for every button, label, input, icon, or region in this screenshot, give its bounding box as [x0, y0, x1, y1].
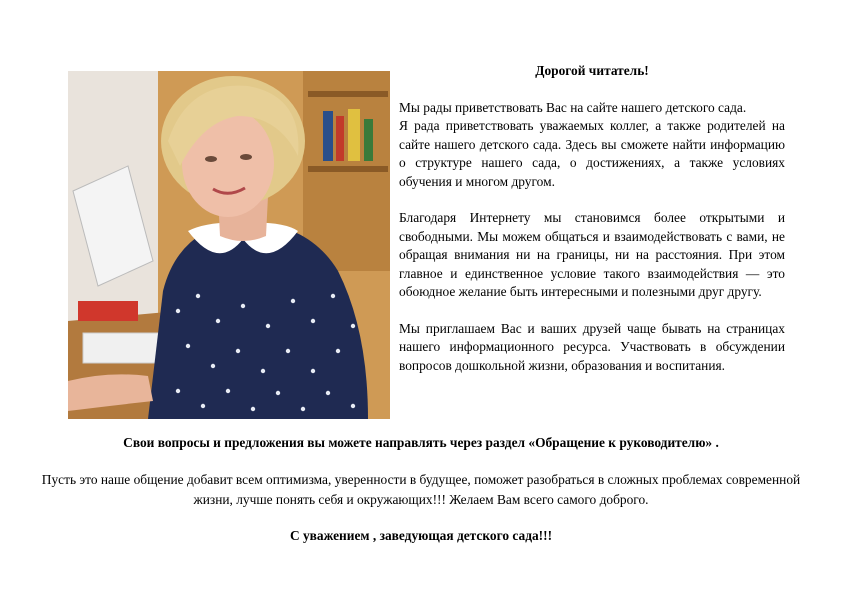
contact-note: Свои вопросы и предложения вы можете направлять через раздел «Обращение к руководителю» . — [123, 435, 719, 450]
paragraph-internet: Благодаря Интернету мы становимся более открытыми и свободными. Мы можем общаться и взаимодействовать с вами, не обращая внимания ни на границы, ни на расстояния. При этом главное и единственное условие такого взаимодействия — это обоюдное желание быть интересными и полезными друг другу. — [399, 210, 785, 299]
paragraph-welcome — [399, 99, 785, 192]
portrait-illustration — [68, 71, 390, 419]
signature: С уважением , заведующая детского сада!!! — [289, 528, 553, 543]
welcome-line: Мы рады приветствовать Вас на сайте нашего детского сада. — [399, 99, 747, 115]
paragraph-invitation: Мы приглашаем Вас и ваших друзей чаще бывать на страницах нашего информационного ресурса. Участвовать в обсуждении вопросов дошкольной жизни, образования и воспитания. — [399, 320, 785, 373]
letter-column — [399, 62, 785, 393]
greeting-heading: Дорогой читатель! — [535, 63, 649, 78]
wishes-text: Пусть это наше общение добавит всем оптимизма, уверенности в будущее, поможет разобраться в сложных проблемах современной жизни, лучше понять себя и окружающих!!! Желаем Вам всего самого доброго. — [41, 472, 801, 507]
portrait-photo — [68, 71, 390, 419]
welcome-text: Я рада приветствовать уважаемых коллег, а также родителей на сайте нашего детского сада. Здесь вы сможете найти информацию о структуре нашего сада, о достижениях, а также условиях обучения и многом другом. — [399, 118, 785, 189]
